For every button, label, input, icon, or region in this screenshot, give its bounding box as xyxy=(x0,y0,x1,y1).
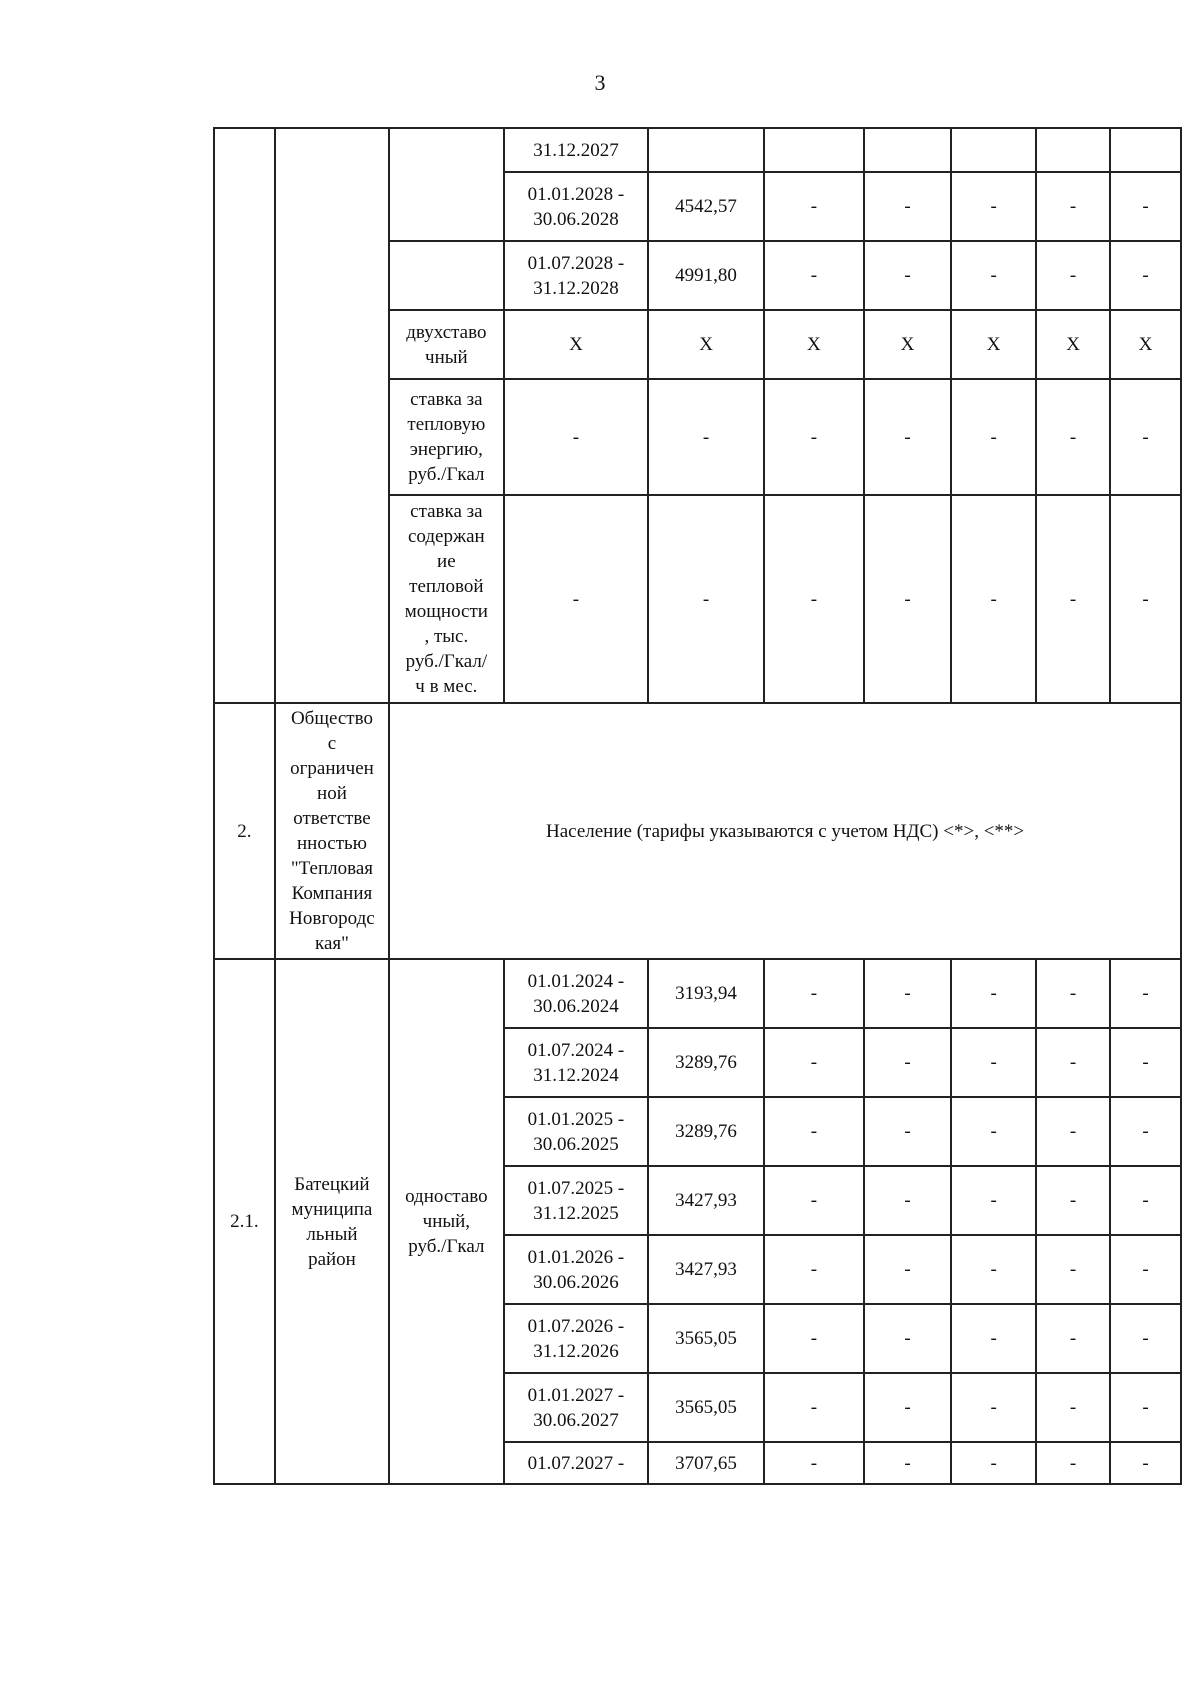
tariff-value-cell: 3427,93 xyxy=(648,1235,763,1304)
x-mark-cell: Х xyxy=(504,310,649,379)
period-cell: 01.07.2024 - 31.12.2024 xyxy=(504,1028,649,1097)
dash-cell: - xyxy=(648,495,763,703)
dash-cell: - xyxy=(951,495,1036,703)
organization-name: Общество с ограничен ной ответстве нностью "Тепловая Компания Новгородс кая" xyxy=(275,703,389,959)
dash-cell: - xyxy=(1036,1097,1110,1166)
tariff-value-cell: 3289,76 xyxy=(648,1097,763,1166)
tariff-value-cell: 3565,05 xyxy=(648,1304,763,1373)
section-number: 2. xyxy=(214,703,275,959)
dash-cell: - xyxy=(1110,1097,1181,1166)
x-mark-cell: Х xyxy=(648,310,763,379)
tariff-value-cell: 3193,94 xyxy=(648,959,763,1028)
dash-cell: - xyxy=(951,1097,1036,1166)
tariff-value-cell: 3707,65 xyxy=(648,1442,763,1484)
table-row xyxy=(214,128,1181,172)
dash-cell: - xyxy=(1036,1373,1110,1442)
dash-cell: - xyxy=(1036,1235,1110,1304)
dash-cell: - xyxy=(764,1235,864,1304)
dash-cell: - xyxy=(648,379,763,495)
dash-cell: - xyxy=(764,241,864,310)
dash-cell: - xyxy=(1036,1166,1110,1235)
dash-cell: - xyxy=(1110,1304,1181,1373)
dash-cell: - xyxy=(504,495,649,703)
number-cell xyxy=(214,128,275,703)
dash-cell: - xyxy=(1110,172,1181,241)
dash-cell: - xyxy=(1110,1373,1181,1442)
energy-rate-label: ставка за тепловую энергию, руб./Гкал xyxy=(389,379,503,495)
dash-cell: - xyxy=(864,172,951,241)
dash-cell: - xyxy=(864,495,951,703)
dash-cell xyxy=(951,128,1036,172)
dash-cell: - xyxy=(864,379,951,495)
tariff-value-cell: 3565,05 xyxy=(648,1373,763,1442)
dash-cell: - xyxy=(864,1097,951,1166)
tariff-type-cell xyxy=(389,128,503,241)
dash-cell: - xyxy=(1110,959,1181,1028)
period-cell: 01.07.2028 - 31.12.2028 xyxy=(504,241,649,310)
tariff-value-cell xyxy=(648,128,763,172)
consumer-group-label: Население (тарифы указываются с учетом НДС) <*>, <**> xyxy=(389,703,1181,959)
dash-cell: - xyxy=(1036,959,1110,1028)
dash-cell: - xyxy=(864,1304,951,1373)
dash-cell: - xyxy=(1036,241,1110,310)
dash-cell: - xyxy=(951,1442,1036,1484)
capacity-rate-label: ставка за содержан ие тепловой мощности , тыс. руб./Гкал/ ч в мес. xyxy=(389,495,503,703)
dash-cell: - xyxy=(764,1304,864,1373)
tariff-value-cell: 3427,93 xyxy=(648,1166,763,1235)
dash-cell: - xyxy=(1110,241,1181,310)
dash-cell: - xyxy=(764,495,864,703)
dash-cell: - xyxy=(951,1028,1036,1097)
period-cell: 01.01.2024 - 30.06.2024 xyxy=(504,959,649,1028)
dash-cell: - xyxy=(864,1028,951,1097)
two-part-label: двухставо чный xyxy=(389,310,503,379)
period-cell: 01.01.2028 - 30.06.2028 xyxy=(504,172,649,241)
dash-cell: - xyxy=(1036,379,1110,495)
period-cell: 01.07.2027 - xyxy=(504,1442,649,1484)
dash-cell: - xyxy=(764,379,864,495)
dash-cell: - xyxy=(1036,172,1110,241)
dash-cell: - xyxy=(764,1097,864,1166)
dash-cell: - xyxy=(1110,1166,1181,1235)
dash-cell: - xyxy=(504,379,649,495)
period-cell: 01.01.2027 - 30.06.2027 xyxy=(504,1373,649,1442)
x-mark-cell: Х xyxy=(764,310,864,379)
tariff-type-cell xyxy=(389,241,503,310)
dash-cell: - xyxy=(951,379,1036,495)
territory-name: Батецкий муниципа льный район xyxy=(275,959,389,1484)
dash-cell xyxy=(864,128,951,172)
dash-cell xyxy=(1036,128,1110,172)
dash-cell: - xyxy=(1110,1028,1181,1097)
dash-cell: - xyxy=(951,1166,1036,1235)
tariff-value-cell: 4542,57 xyxy=(648,172,763,241)
dash-cell: - xyxy=(951,241,1036,310)
dash-cell: - xyxy=(764,172,864,241)
dash-cell: - xyxy=(1036,495,1110,703)
x-mark-cell: Х xyxy=(1036,310,1110,379)
dash-cell: - xyxy=(764,1373,864,1442)
tariff-value-cell: 4991,80 xyxy=(648,241,763,310)
dash-cell: - xyxy=(864,959,951,1028)
period-cell: 01.01.2025 - 30.06.2025 xyxy=(504,1097,649,1166)
dash-cell: - xyxy=(864,1166,951,1235)
dash-cell: - xyxy=(1110,1235,1181,1304)
period-cell: 01.07.2026 - 31.12.2026 xyxy=(504,1304,649,1373)
dash-cell xyxy=(1110,128,1181,172)
page-number: 3 xyxy=(594,70,606,95)
period-cell: 01.01.2026 - 30.06.2026 xyxy=(504,1235,649,1304)
dash-cell: - xyxy=(1036,1304,1110,1373)
period-cell: 01.07.2025 - 31.12.2025 xyxy=(504,1166,649,1235)
dash-cell: - xyxy=(951,1304,1036,1373)
period-cell: 31.12.2027 xyxy=(504,128,649,172)
organization-cell xyxy=(275,128,389,703)
dash-cell: - xyxy=(1036,1442,1110,1484)
dash-cell: - xyxy=(1110,495,1181,703)
dash-cell: - xyxy=(1036,1028,1110,1097)
dash-cell xyxy=(764,128,864,172)
tariff-value-cell: 3289,76 xyxy=(648,1028,763,1097)
dash-cell: - xyxy=(864,1442,951,1484)
dash-cell: - xyxy=(764,1166,864,1235)
x-mark-cell: Х xyxy=(864,310,951,379)
tariff-type-cell: одноставо чный, руб./Гкал xyxy=(389,959,503,1484)
dash-cell: - xyxy=(764,959,864,1028)
tariff-table xyxy=(213,127,1182,1485)
dash-cell: - xyxy=(864,241,951,310)
subsection-number: 2.1. xyxy=(214,959,275,1484)
x-mark-cell: Х xyxy=(1110,310,1181,379)
dash-cell: - xyxy=(951,959,1036,1028)
dash-cell: - xyxy=(951,172,1036,241)
table-row xyxy=(214,703,1181,959)
dash-cell: - xyxy=(1110,1442,1181,1484)
x-mark-cell: Х xyxy=(951,310,1036,379)
dash-cell: - xyxy=(864,1373,951,1442)
dash-cell: - xyxy=(1110,379,1181,495)
dash-cell: - xyxy=(951,1235,1036,1304)
dash-cell: - xyxy=(764,1028,864,1097)
table-row xyxy=(214,959,1181,1028)
dash-cell: - xyxy=(951,1373,1036,1442)
dash-cell: - xyxy=(764,1442,864,1484)
dash-cell: - xyxy=(864,1235,951,1304)
